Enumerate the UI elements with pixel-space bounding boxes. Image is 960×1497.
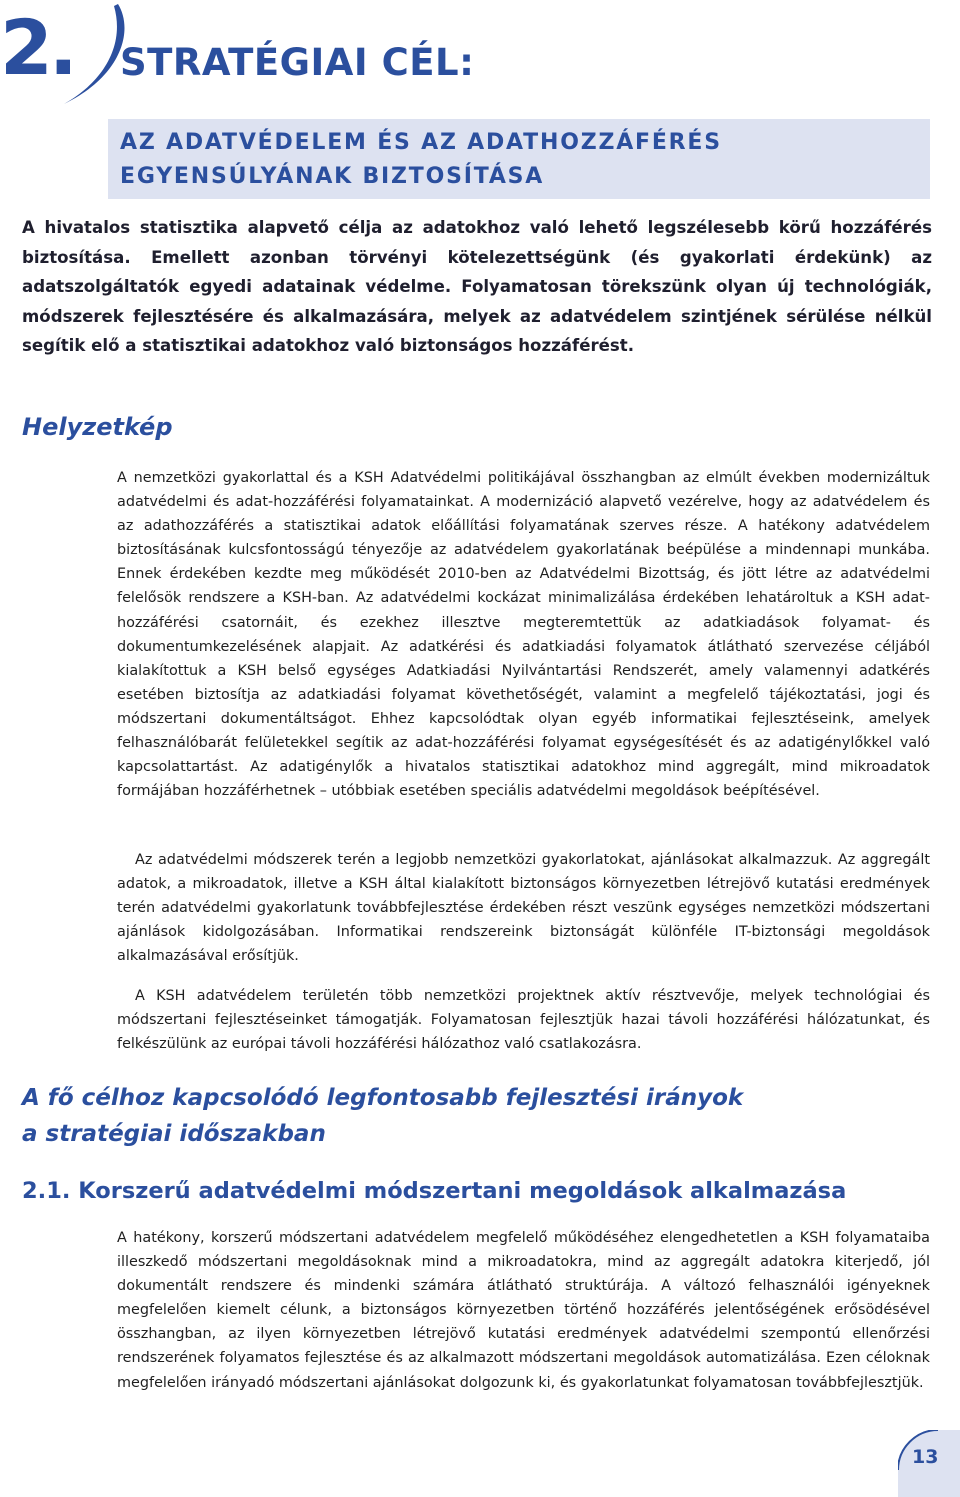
helyzetkep-heading: Helyzetkép — [22, 413, 173, 441]
helyzetkep-paragraph-3: A KSH adatvédelem területén több nemzetközi projektnek aktív résztvevője, melyek technológiai és módszertani fejlesztéseinket támogatják. Folyamatosan fejlesztjük hazai távoli hozzáférési hálózatunkat, és felkészülünk az európai távoli hozzáférési hálózathoz való csatlakozásra. — [117, 988, 930, 1053]
chapter-number: 2. — [0, 3, 74, 92]
intro-paragraph: A hivatalos statisztika alapvető célja az adatokhoz való lehető legszélesebb körű hozzáférés biztosítása. Emellett azonban törvényi kötelezettségünk (és gyakorlati érdekünk) az adatszolgáltatók egyedi adatainak védelme. Folyamatosan törekszünk olyan új technológiák, módszerek fejlesztésére és alkalmazására, melyek az adatvédelem szintjének sérülése nélkül segítik elő a statisztikai adatokhoz való biztonságos hozzáférést. — [22, 218, 932, 355]
section-2-1-paragraph: A hatékony, korszerű módszertani adatvédelem megfelelő működéséhez elengedhetetlen a KSH folyamataiba illeszkedő módszertani megoldásoknak mind a mikroadatokra, mind az aggregált adatokra kiterjedő, jól dokumentált rendszere és mindenki számára átlátható struktúrája. A változó felhasználói igényeknek megfelelően kiemelt célunk, a biztonságos környezetben történő hozzáférés jelentőségének erősödésével összhangban, az ilyen környezetben létrejövő kutatási eredmények adatvédelmi szempontú ellenőrzési rendszerének folyamatos fejlesztése és az alkalmazott módszertani megoldások automatizálása. Ezen céloknak megfelelően irányadó módszertani ajánlásokat dolgozunk ki, és gyakorlatunkat folyamatosan továbbfejlesztjük. — [117, 1230, 930, 1391]
page-number: 13 — [912, 1446, 939, 1468]
subtitle-banner — [108, 119, 930, 199]
helyzetkep-paragraph-2: Az adatvédelmi módszerek terén a legjobb nemzetközi gyakorlatokat, ajánlásokat alkalmazzuk. Az aggregált adatok, a mikroadatok, illetve a KSH által kialakított biztonságos környezetben létrejövő kutatási eredmények terén adatvédelmi gyakorlatunk továbbfejlesztése érdekében részt veszünk egységes nemzetközi módszertani ajánlások kidolgozásában. Informatikai rendszereink biztonságát különféle IT-biztonsági megoldások alkalmazásával erősítjük. — [117, 852, 930, 965]
development-directions-heading-line1: A fő célhoz kapcsolódó legfontosabb fejlesztési irányok — [22, 1085, 744, 1111]
strategic-goal-title: STRATÉGIAI CÉL: — [120, 41, 475, 84]
development-directions-heading-line2: a stratégiai időszakban — [22, 1121, 326, 1147]
helyzetkep-paragraph-1: A nemzetközi gyakorlattal és a KSH Adatvédelmi politikájával összhangban az elmúlt években modernizáltuk adatvédelmi és adat-hozzáférési folyamatainkat. A modernizáció alapvető vezérelve, hogy az adatvédelem és az adathozzáférés a statisztikai adatok előállítási folyamatának szerves része. A hatékony adatvédelem biztosításának kulcsfontosságú tényezője az adatvédelem gyakorlatának beépülése a mindennapi munkába. Ennek érdekében kezdte meg működését 2010-ben az Adatvédelmi Bizottság, és jött létre az adatvédelmi felelősök rendszere a KSH-ban. Az adatvédelmi kockázat minimalizálása érdekében lehatároltuk a KSH adat-hozzáférési csatornáit, és ezekhez illesztve megteremtettük az adatkiadások folyamat- és dokumentumkezelésének alapjait. Az adatkérési és adatkiadási folyamatok átlátható szervezése céljából kialakítottuk a KSH belső egységes Adatkiadási Nyilvántartási Rendszerét, amely valamennyi adatkérés esetében biztosítja az adatkiadási folyamat követhetőségét, valamint a megfelelő tájékoztatási, jogi és módszertani dokumentáltságot. Ehhez kapcsolódtak olyan egyéb informatikai fejlesztéseink, amelyek felhasználóbarát felületekkel segítik az adat-hozzáférési folyamat egységesítését és az adatigénylőkkel való kapcsolattartást. Az adatigénylők a hivatalos statisztikai adatokhoz mind aggregált, mind mikroadatok formájában hozzáférhetnek – utóbbiak esetében speciális adatvédelmi megoldások beépítésével. — [117, 470, 930, 800]
page-number-badge — [898, 1430, 960, 1497]
development-directions-heading — [22, 1080, 743, 1152]
strategic-goal-subtitle: AZ ADATVÉDELEM ÉS AZ ADATHOZZÁFÉRÉS EGYENSÚLYÁNAK BIZTOSÍTÁSA — [120, 130, 722, 189]
section-2-1-heading: 2.1. Korszerű adatvédelmi módszertani megoldások alkalmazása — [22, 1178, 847, 1204]
